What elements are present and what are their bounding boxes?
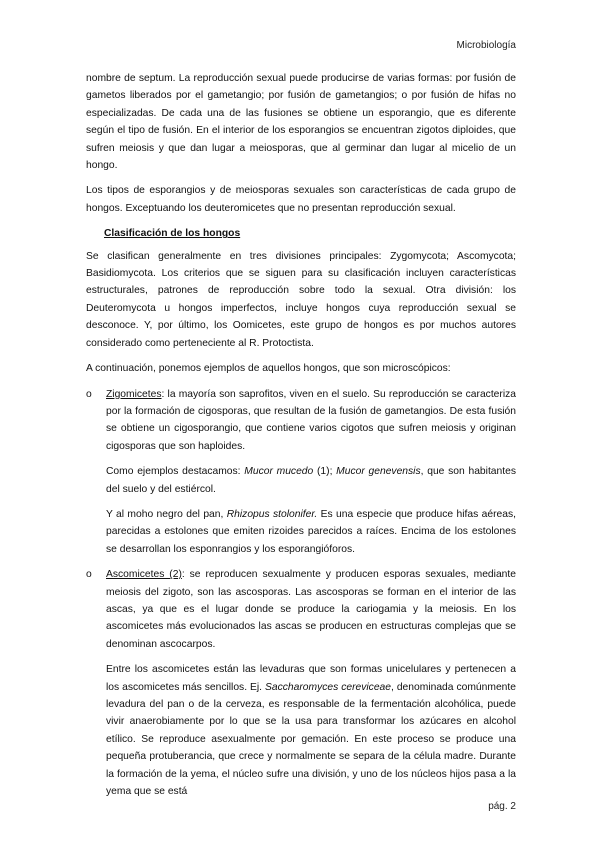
zigomicetes-example-2 <box>106 506 516 558</box>
ascomicetes-text: : se reproducen sexualmente y producen esporas sexuales, mediante meiosis del zigoto, son las ascosporas. Las ascosporas se forman en el interior de las ascas, ya que es el lugar donde se produce la cariogamia y la meiosis. En los ascomicetes más evolucionados las ascas se producen en estructuras complejas que se denominan ascocarpos. <box>106 569 516 650</box>
list-item-ascomicetes <box>86 566 516 800</box>
example-text: Es una especie que produce hifas aéreas, parecidas a estolones que emiten rizoides parecidos a raíces. Encima de los estolones se desarrollan los esponrangios y los esporangióforos. <box>106 508 516 555</box>
ascomicetes-example <box>106 661 516 800</box>
species-name: Rhizopus stolonifer. <box>226 508 318 520</box>
bullet-marker: o <box>86 388 92 400</box>
example-text: Entre los ascomicetes están las levaduras que son formas unicelulares y pertenecen a los ascomicetes más sencillos. Ej. <box>106 664 516 693</box>
zigomicetes-text: : la mayoría son saprofitos, viven en el suelo. Su reproducción se caracteriza por la formación de cigosporas, que resultan de la fusión de gametangios. De esta fusión se obtiene un cigosporangio, que contiene varios cigotos que sufren meiosis y originan cigosporas que son haploides. <box>106 388 516 452</box>
example-text: (1); <box>313 466 337 478</box>
species-name: Saccharomyces cereviceae <box>265 681 392 693</box>
paragraph-esporangios: Los tipos de esporangios y de meiosporas sexuales son características de cada grupo de hongos. Exceptuando los deuteromicetes que no presentan reproducción sexual. <box>86 185 516 214</box>
document-body <box>86 70 516 808</box>
species-name: Mucor genevensis <box>336 466 421 478</box>
species-name: Mucor mucedo <box>244 466 314 478</box>
example-text: Y al moho negro del pan, <box>106 508 227 520</box>
zigomicetes-term: Zigomicetes <box>106 388 162 400</box>
example-text: Como ejemplos destacamos: <box>106 466 245 478</box>
ascomicetes-paragraph <box>106 566 516 653</box>
section-heading <box>104 225 516 242</box>
running-header: Microbiología <box>456 40 516 51</box>
paragraph-clasificacion: Se clasifican generalmente en tres divisiones principales: Zygomycota; Ascomycota; Basidiomycota. Los criterios que se siguen para su clasificación incluyen características estructurales, patrones de reproducción sobre todo la sexual. Otra división: los Deuteromycota u hongos imperfectos, incluye hongos cuya reproducción sexual se desconoce. Y, por último, los Oomicetes, este grupo de hongos es por muchos autores considerado como perteneciente al R. Protoctista. <box>86 250 516 349</box>
bullet-marker: o <box>86 569 92 581</box>
example-text: , que son habitantes del suelo y del estiércol. <box>106 466 516 495</box>
example-text: , denominada comúnmente levadura del pan o de la cerveza, es responsable de la fermentación alcohólica, puede vivir anaerobiamente por lo que se la usa para transformar los azúcares en alcohol etílico. Se reproduce asexualmente por gemación. En este proceso se produce una pequeña protuberancia, que crece y normalmente se separa de la célula madre. Durante la formación de la yema, el núcleo sufre una división, y uno de los núcleos hijos pasa a la yema que se está <box>106 681 516 798</box>
page-number: pág. 2 <box>488 801 516 812</box>
zigomicetes-example-1 <box>106 463 516 498</box>
paragraph-ejemplos-intro: A continuación, ponemos ejemplos de aquellos hongos, que son microscópicos: <box>86 363 451 375</box>
zigomicetes-paragraph <box>106 386 516 456</box>
list-item-zigomicetes <box>86 386 516 559</box>
section-heading-text: Clasificación de los hongos <box>104 228 241 240</box>
ascomicetes-term: Ascomicetes (2) <box>106 569 182 581</box>
paragraph-septum: nombre de septum. La reproducción sexual puede producirse de varias formas: por fusión de gametos liberados por el gametangio; por fusión de gametangios; o por fusión de hifas no especializadas. De cada una de las fusiones se obtiene un esporangio, que es diferente según el tipo de fusión. En el interior de los esporangios se encuentran zigotos diploides, que sufren meiosis y que dan lugar a meiosporas, que al germinar dan lugar al micelio de un hongo. <box>86 73 516 172</box>
